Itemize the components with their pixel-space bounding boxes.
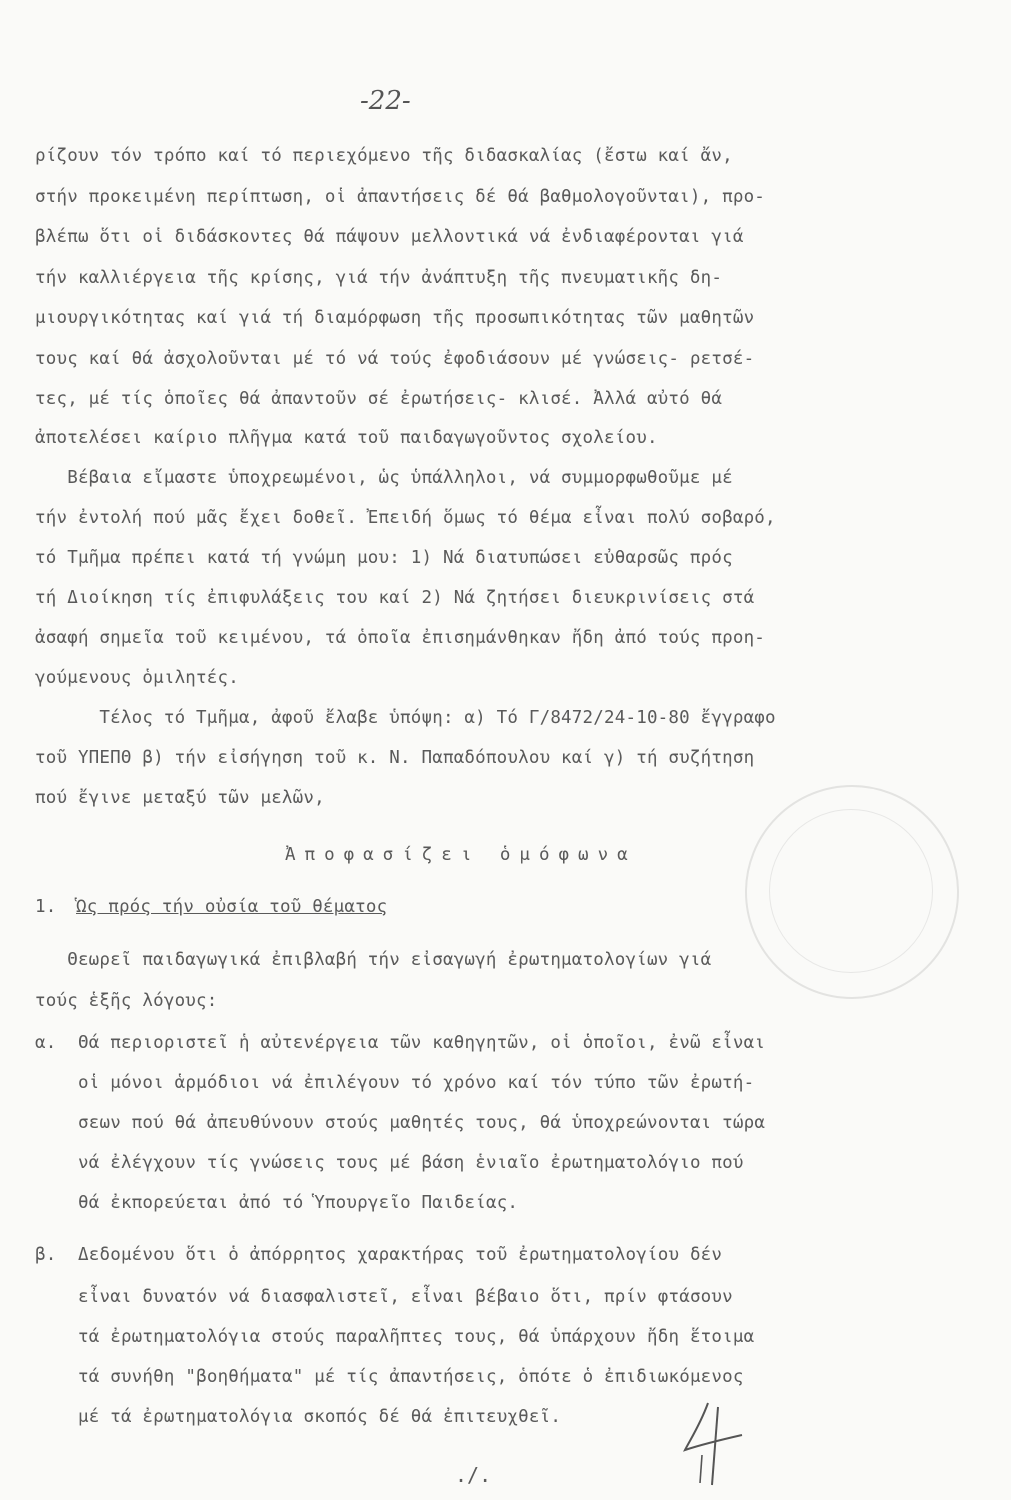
text-line: πού ἔγινε μεταξύ τῶν μελῶν, [35,788,325,808]
text-line: τό Τμῆμα πρέπει κατά τή γνώμη μου: 1) Νά διατυπώσει εὐθαρσῶς πρός [35,548,733,568]
continuation-mark: ./. [455,1463,492,1487]
text-line: τους καί θά ἀσχολοῦνται μέ τό νά τούς ἐφοδιάσουν μέ γνώσεις- ρετσέ- [35,349,755,369]
list-item-line: εἶναι δυνατόν νά διασφαλιστεῖ, εἶναι βέβαιο ὅτι, πρίν φτάσουν [78,1287,733,1307]
list-marker-b: β. [35,1245,57,1265]
text-line: ρίζουν τόν τρόπο καί τό περιεχόμενο τῆς διδασκαλίας (ἔστω καί ἄν, [35,146,733,166]
list-item-line: οἱ μόνοι ἁρμόδιοι νά ἐπιλέγουν τό χρόνο καί τόν τύπο τῶν ἐρωτή- [78,1073,755,1093]
text-line: ἀποτελέσει καίριο πλῆγμα κατά τοῦ παιδαγωγοῦντος σχολείου. [35,428,658,448]
text-line: στήν προκειμένη περίπτωση, οἱ ἀπαντήσεις δέ θά βαθμολογοῦνται), προ- [35,187,766,207]
page-number: -22- [360,86,411,116]
text-line: τες, μέ τίς ὁποῖες θά ἀπαντοῦν σέ ἐρωτήσεις- κλισέ. Ἀλλά αὐτό θά [35,389,723,409]
text-line: Θεωρεῖ παιδαγωγικά ἐπιβλαβή τήν εἰσαγωγή ἐρωτηματολογίων γιά [35,950,712,970]
text-line: τήν ἐντολή πού μᾶς ἔχει δοθεῖ. Ἐπειδή ὅμως τό θέμα εἶναι πολύ σοβαρό, [35,508,776,528]
text-line: Βέβαια εἴμαστε ὑποχρεωμένοι, ὡς ὑπάλληλοι, νά συμμορφωθοῦμε μέ [35,468,733,488]
list-item-line: Δεδομένου ὅτι ὁ ἀπόρρητος χαρακτήρας τοῦ ἐρωτηματολογίου δέν [78,1245,723,1265]
list-item-line: τά συνήθη "βοηθήματα" μέ τίς ἀπαντήσεις, ὁπότε ὁ ἐπιδιωκόμενος [78,1367,744,1387]
text-line: ἀσαφή σημεῖα τοῦ κειμένου, τά ὁποῖα ἐπισημάνθηκαν ἤδη ἀπό τούς προη- [35,628,766,648]
signature-mark [680,1395,750,1490]
text-line: τοῦ ΥΠΕΠΘ β) τήν εἰσήγηση τοῦ κ. Ν. Παπαδόπουλου καί γ) τή συζήτηση [35,748,755,768]
list-item-line: θά ἐκπορεύεται ἀπό τό Ὑπουργεῖο Παιδείας. [78,1193,519,1213]
list-item-line: νά ἐλέγχουν τίς γνώσεις τους μέ βάση ἑνιαῖο ἐρωτηματολόγιο πού [78,1153,744,1173]
text-line: βλέπω ὅτι οἱ διδάσκοντες θά πάψουν μελλοντικά νά ἐνδιαφέρονται γιά [35,227,744,247]
text-line: τήν καλλιέργεια τῆς κρίσης, γιά τήν ἀνάπτυξη τῆς πνευματικῆς δη- [35,268,723,288]
section-title: Ὡς πρός τήν οὐσία τοῦ θέματος [76,897,388,917]
text-line: Τέλος τό Τμῆμα, ἀφοῦ ἔλαβε ὑπόψη: α) Τό Γ/8472/24-10-80 ἔγγραφο [35,708,776,728]
list-item-line: Θά περιοριστεῖ ἡ αὐτενέργεια τῶν καθηγητῶν, οἱ ὁποῖοι, ἐνῶ εἶναι [78,1033,766,1053]
text-line: μιουργικότητας καί γιά τή διαμόρφωση τῆς προσωπικότητας τῶν μαθητῶν [35,308,755,328]
text-line: τούς ἑξῆς λόγους: [35,991,218,1011]
list-marker-a: α. [35,1033,57,1053]
stamp-seal [745,785,959,999]
text-line: τή Διοίκηση τίς ἐπιφυλάξεις του καί 2) Νά ζητήσει διευκρινίσεις στά [35,588,755,608]
list-item-line: σεων πού θά ἀπευθύνουν στούς μαθητές τους, θά ὑποχρεώνονται τώρα [78,1113,766,1133]
text-line: γούμενους ὁμιλητές. [35,668,239,688]
decision-heading: Ἀποφασίζει ὁμόφωνα [285,845,637,865]
list-item-line: τά ἐρωτηματολόγια στούς παραλῆπτες τους, θά ὑπάρχουν ἤδη ἕτοιμα [78,1327,755,1347]
list-item-line: μέ τά ἐρωτηματολόγια σκοπός δέ θά ἐπιτευχθεῖ. [78,1407,562,1427]
section-number: 1. [35,897,57,917]
